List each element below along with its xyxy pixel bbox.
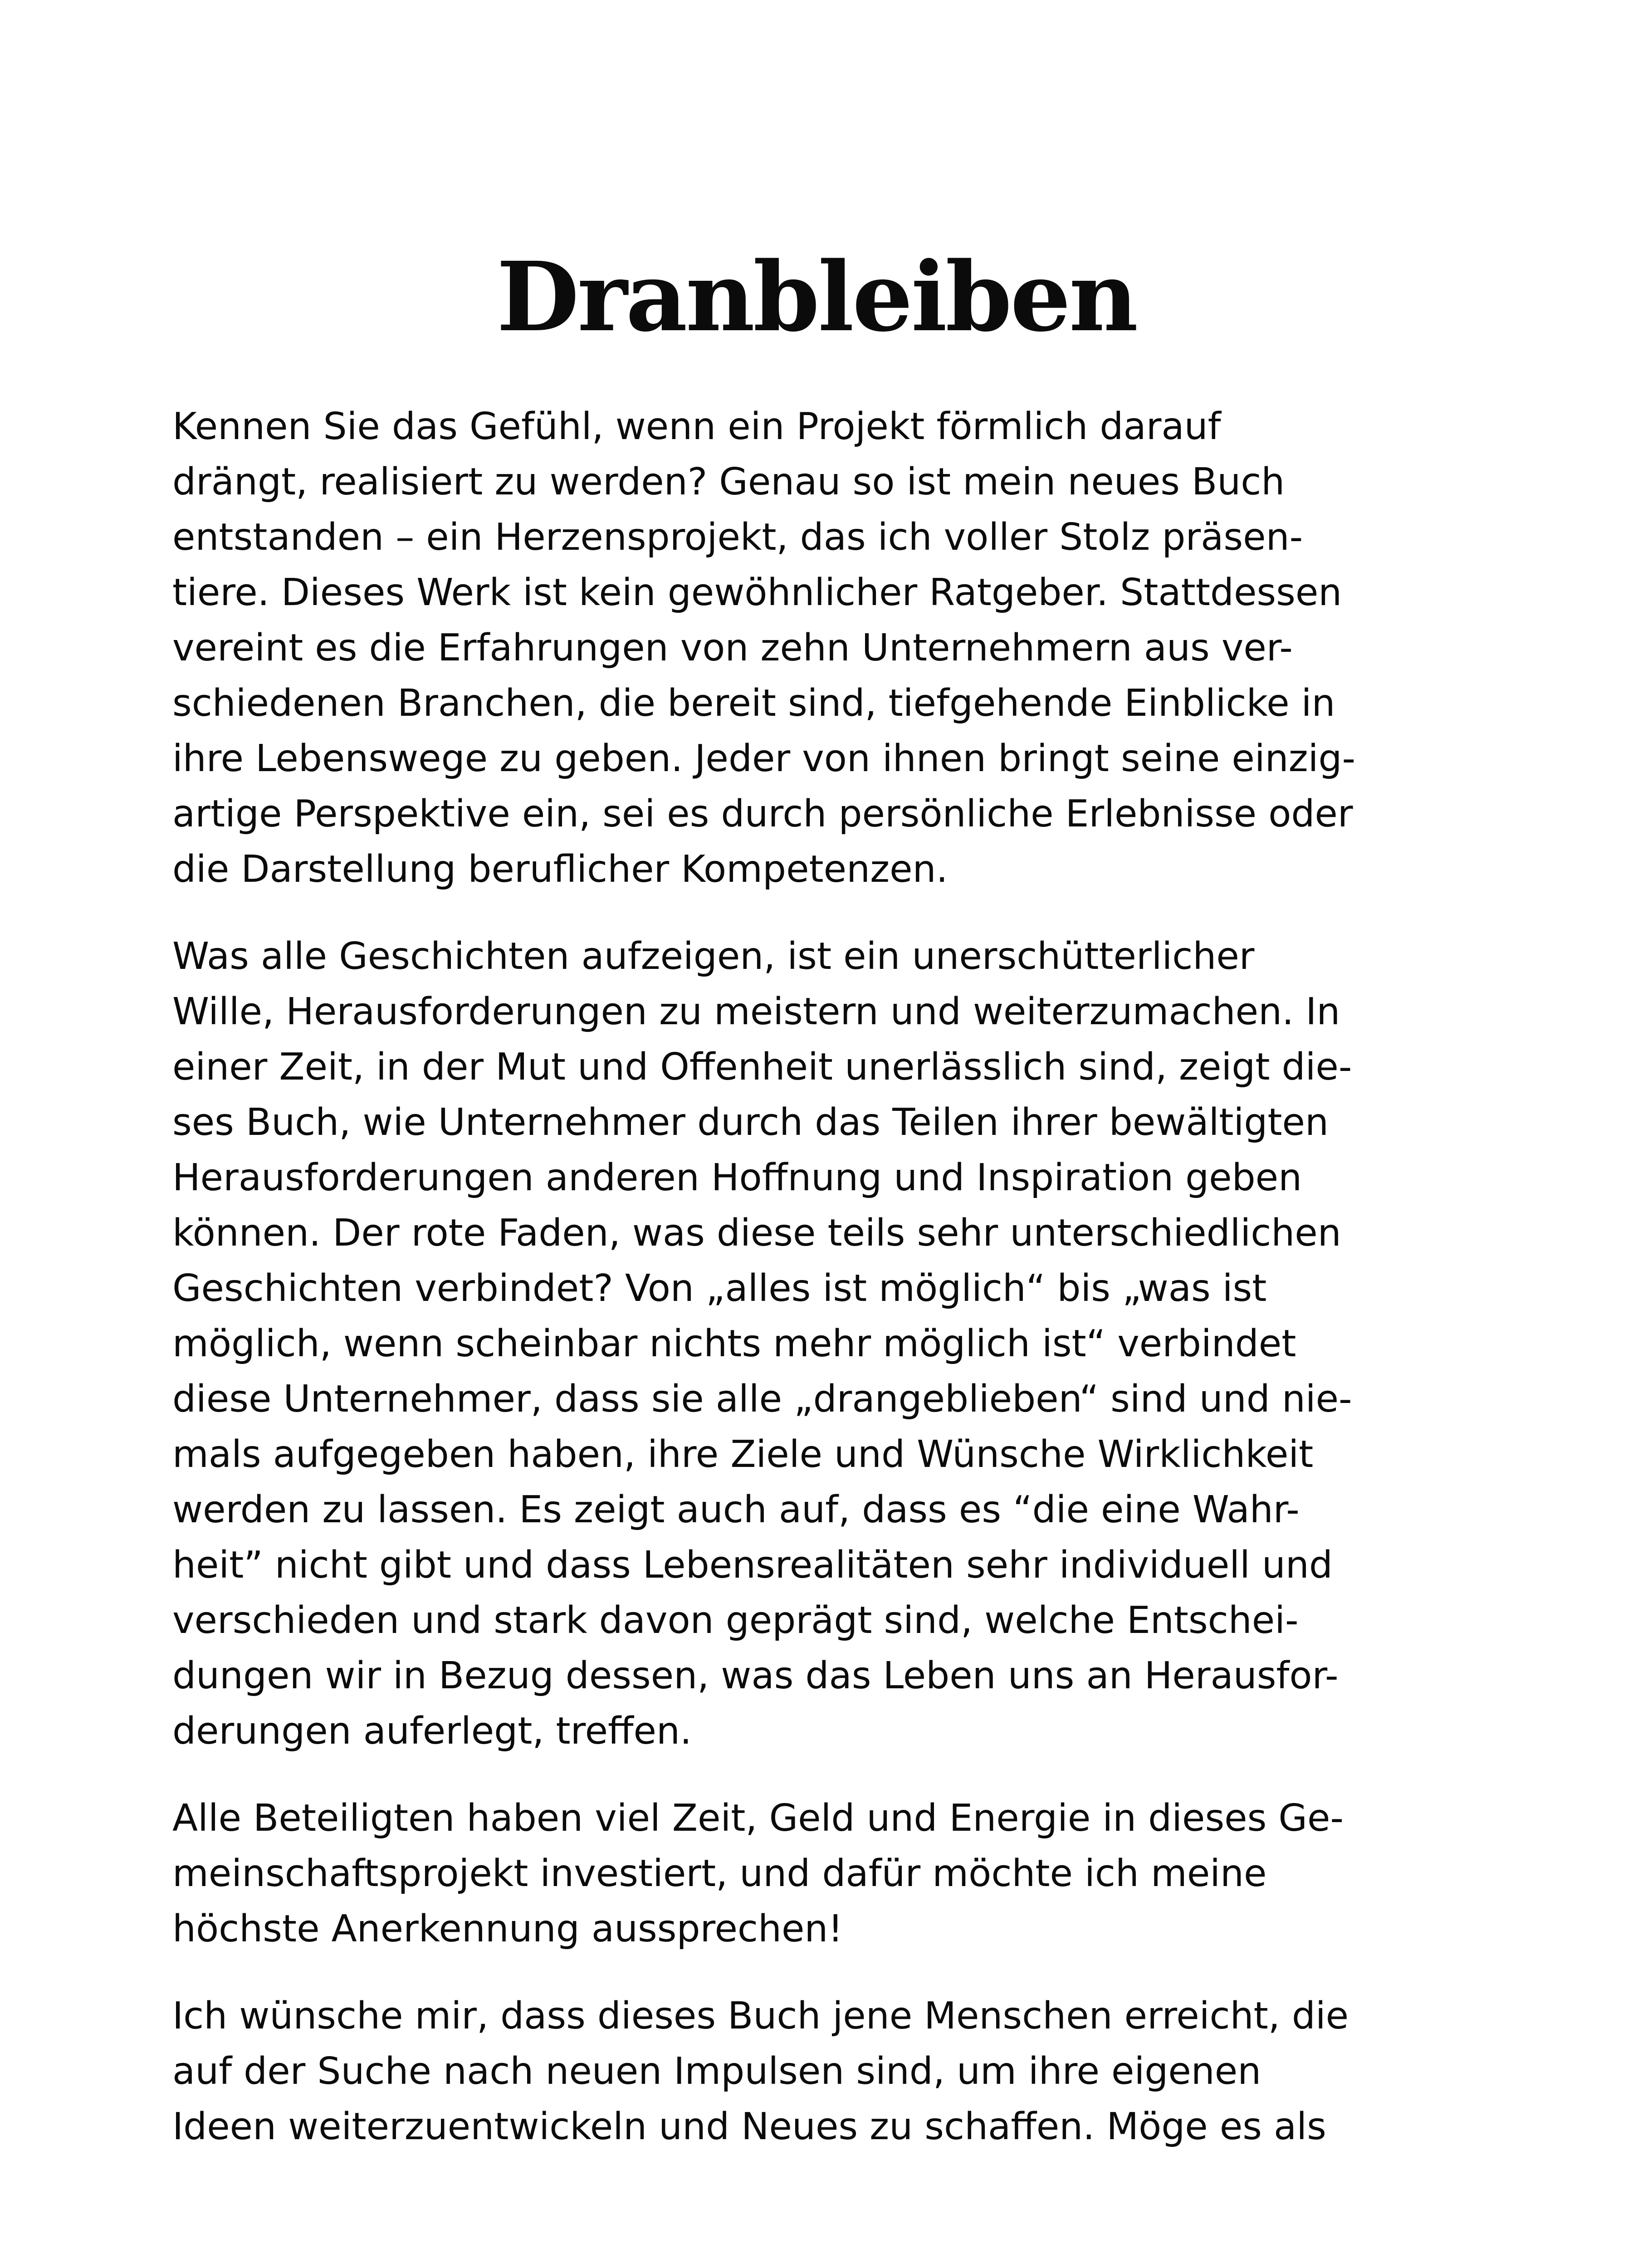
text-line: ihre Lebenswege zu geben. Jeder von ihnen bringt seine einzig- xyxy=(172,737,1356,780)
text-line: können. Der rote Faden, was diese teils sehr unterschiedlichen xyxy=(172,1212,1341,1255)
text-line: Was alle Geschichten aufzeigen, ist ein unerschütterlicher xyxy=(172,935,1255,978)
text-line: vereint es die Erfahrungen von zehn Unternehmern aus ver- xyxy=(172,626,1293,670)
text-line: die Darstellung beruflicher Kompetenzen. xyxy=(172,848,948,891)
text-line: werden zu lassen. Es zeigt auch auf, dass es “die eine Wahr- xyxy=(172,1488,1300,1531)
page-body xyxy=(172,399,1442,2186)
text-line: entstanden – ein Herzensprojekt, das ich voller Stolz präsen- xyxy=(172,516,1303,559)
paragraph-4 xyxy=(172,1989,1442,2155)
text-line: Alle Beteiligten haben viel Zeit, Geld und Energie in dieses Ge- xyxy=(172,1797,1344,1840)
text-line: höchste Anerkennung aussprechen! xyxy=(172,1907,843,1950)
paragraph-1 xyxy=(172,399,1442,897)
page-title: Dranbleiben xyxy=(496,241,1137,353)
text-line: schiedenen Branchen, die bereit sind, tiefgehende Einblicke in xyxy=(172,682,1335,725)
text-line: Kennen Sie das Gefühl, wenn ein Projekt förmlich darauf xyxy=(172,405,1221,448)
text-line: ses Buch, wie Unternehmer durch das Teilen ihrer bewältigten xyxy=(172,1101,1329,1144)
text-line: Wille, Herausforderungen zu meistern und weiterzumachen. In xyxy=(172,990,1340,1033)
text-line: Ich wünsche mir, dass dieses Buch jene Menschen erreicht, die xyxy=(172,1994,1349,2038)
text-line: mals aufgegeben haben, ihre Ziele und Wünsche Wirklichkeit xyxy=(172,1433,1314,1476)
text-line: heit” nicht gibt und dass Lebensrealitäten sehr individuell und xyxy=(172,1544,1333,1587)
text-line: drängt, realisiert zu werden? Genau so ist mein neues Buch xyxy=(172,460,1285,503)
text-line: dungen wir in Bezug dessen, was das Leben uns an Herausfor- xyxy=(172,1654,1339,1697)
text-line: auf der Suche nach neuen Impulsen sind, um ihre eigenen xyxy=(172,2050,1261,2093)
text-line: einer Zeit, in der Mut und Offenheit unerlässlich sind, zeigt die- xyxy=(172,1046,1352,1089)
paragraph-3 xyxy=(172,1791,1442,1957)
text-line: Geschichten verbindet? Von „alles ist möglich“ bis „was ist xyxy=(172,1267,1267,1310)
text-line: derungen auferlegt, treffen. xyxy=(172,1710,692,1753)
text-line: tiere. Dieses Werk ist kein gewöhnlicher Ratgeber. Stattdessen xyxy=(172,571,1342,614)
text-line: Herausforderungen anderen Hoffnung und Inspiration geben xyxy=(172,1156,1302,1199)
paragraph-2 xyxy=(172,929,1442,1759)
text-line: meinschaftsprojekt investiert, und dafür möchte ich meine xyxy=(172,1852,1267,1895)
text-line: Ideen weiterzuentwickeln und Neues zu schaffen. Möge es als xyxy=(172,2105,1326,2148)
text-line: verschieden und stark davon geprägt sind, welche Entschei- xyxy=(172,1599,1299,1642)
text-line: artige Perspektive ein, sei es durch persönliche Erlebnisse oder xyxy=(172,792,1353,836)
text-line: möglich, wenn scheinbar nichts mehr möglich ist“ verbindet xyxy=(172,1322,1296,1365)
text-line: diese Unternehmer, dass sie alle „drangeblieben“ sind und nie- xyxy=(172,1378,1352,1421)
